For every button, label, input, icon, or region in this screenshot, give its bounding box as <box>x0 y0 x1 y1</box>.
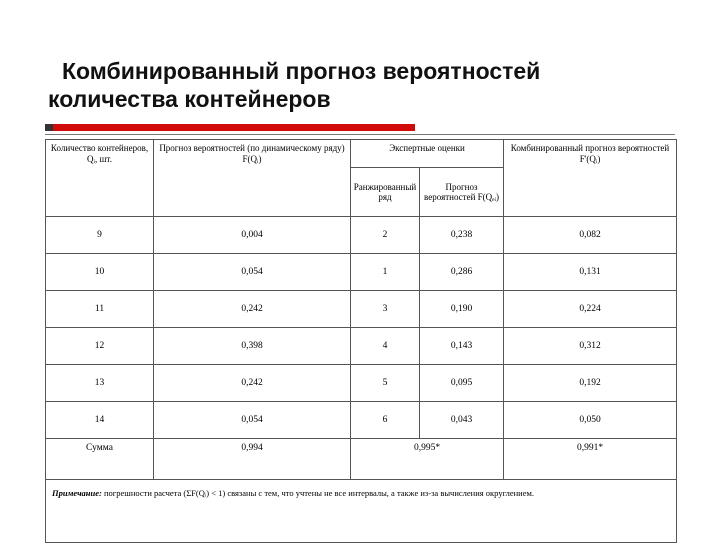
cell-expert-prob: 0,286 <box>420 254 504 291</box>
note-text: погрешности расчета (ΣF(Qᵢ) < 1) связаны с тем, что учтены не все интервалы, а также из-за вычисления округлением. <box>103 488 535 498</box>
cell-quantity: 10 <box>46 254 154 291</box>
note-label: Примечание: <box>52 488 102 498</box>
table-header-row <box>46 140 677 168</box>
cell-rank: 1 <box>351 254 420 291</box>
cell-expert-prob: 0,095 <box>420 365 504 402</box>
cell-forecast: 0,242 <box>154 291 351 328</box>
cell-rank: 5 <box>351 365 420 402</box>
cell-combined: 0,312 <box>504 328 677 365</box>
cell-expert-prob: 0,043 <box>420 402 504 439</box>
table-note <box>46 480 677 543</box>
slide-title <box>48 57 708 113</box>
cell-quantity: 12 <box>46 328 154 365</box>
forecast-table <box>45 139 677 543</box>
table-row <box>46 402 677 439</box>
table-note-row <box>46 480 677 543</box>
sum-label: Сумма <box>46 439 154 480</box>
header-expert-prob: Прогноз вероятностей F(Qₑᵢ) <box>420 168 504 217</box>
cell-rank: 2 <box>351 217 420 254</box>
cell-quantity: 11 <box>46 291 154 328</box>
cell-forecast: 0,242 <box>154 365 351 402</box>
header-forecast: Прогноз вероятностей (по динамическому ряду) F(Qᵢ) <box>154 140 351 217</box>
title-line-1: Комбинированный прогноз вероятностей <box>62 58 541 84</box>
cell-rank: 6 <box>351 402 420 439</box>
cell-forecast: 0,004 <box>154 217 351 254</box>
title-accent-marker <box>45 124 53 131</box>
sum-forecast: 0,994 <box>154 439 351 480</box>
title-accent-bar <box>45 124 415 131</box>
cell-forecast: 0,398 <box>154 328 351 365</box>
cell-expert-prob: 0,143 <box>420 328 504 365</box>
header-expert: Экспертные оценки <box>351 140 504 168</box>
table-row <box>46 328 677 365</box>
cell-combined: 0,224 <box>504 291 677 328</box>
cell-combined: 0,050 <box>504 402 677 439</box>
cell-combined: 0,131 <box>504 254 677 291</box>
header-combined: Комбинированный прогноз вероятностей F'(Qᵢ) <box>504 140 677 217</box>
cell-expert-prob: 0,190 <box>420 291 504 328</box>
header-ranked: Ранжированный ряд <box>351 168 420 217</box>
title-underline <box>45 134 675 135</box>
table-sum-row <box>46 439 677 480</box>
cell-forecast: 0,054 <box>154 402 351 439</box>
cell-combined: 0,192 <box>504 365 677 402</box>
sum-expert-prob: 0,995* <box>351 439 504 480</box>
cell-forecast: 0,054 <box>154 254 351 291</box>
cell-quantity: 13 <box>46 365 154 402</box>
cell-rank: 4 <box>351 328 420 365</box>
cell-quantity: 14 <box>46 402 154 439</box>
title-line-2: количества контейнеров <box>48 86 331 112</box>
table-row <box>46 254 677 291</box>
table-row <box>46 291 677 328</box>
cell-expert-prob: 0,238 <box>420 217 504 254</box>
cell-quantity: 9 <box>46 217 154 254</box>
table-row <box>46 365 677 402</box>
header-quantity: Количество контейнеров, Qᵢ, шт. <box>46 140 154 217</box>
sum-combined: 0,991* <box>504 439 677 480</box>
cell-combined: 0,082 <box>504 217 677 254</box>
cell-rank: 3 <box>351 291 420 328</box>
table-row <box>46 217 677 254</box>
